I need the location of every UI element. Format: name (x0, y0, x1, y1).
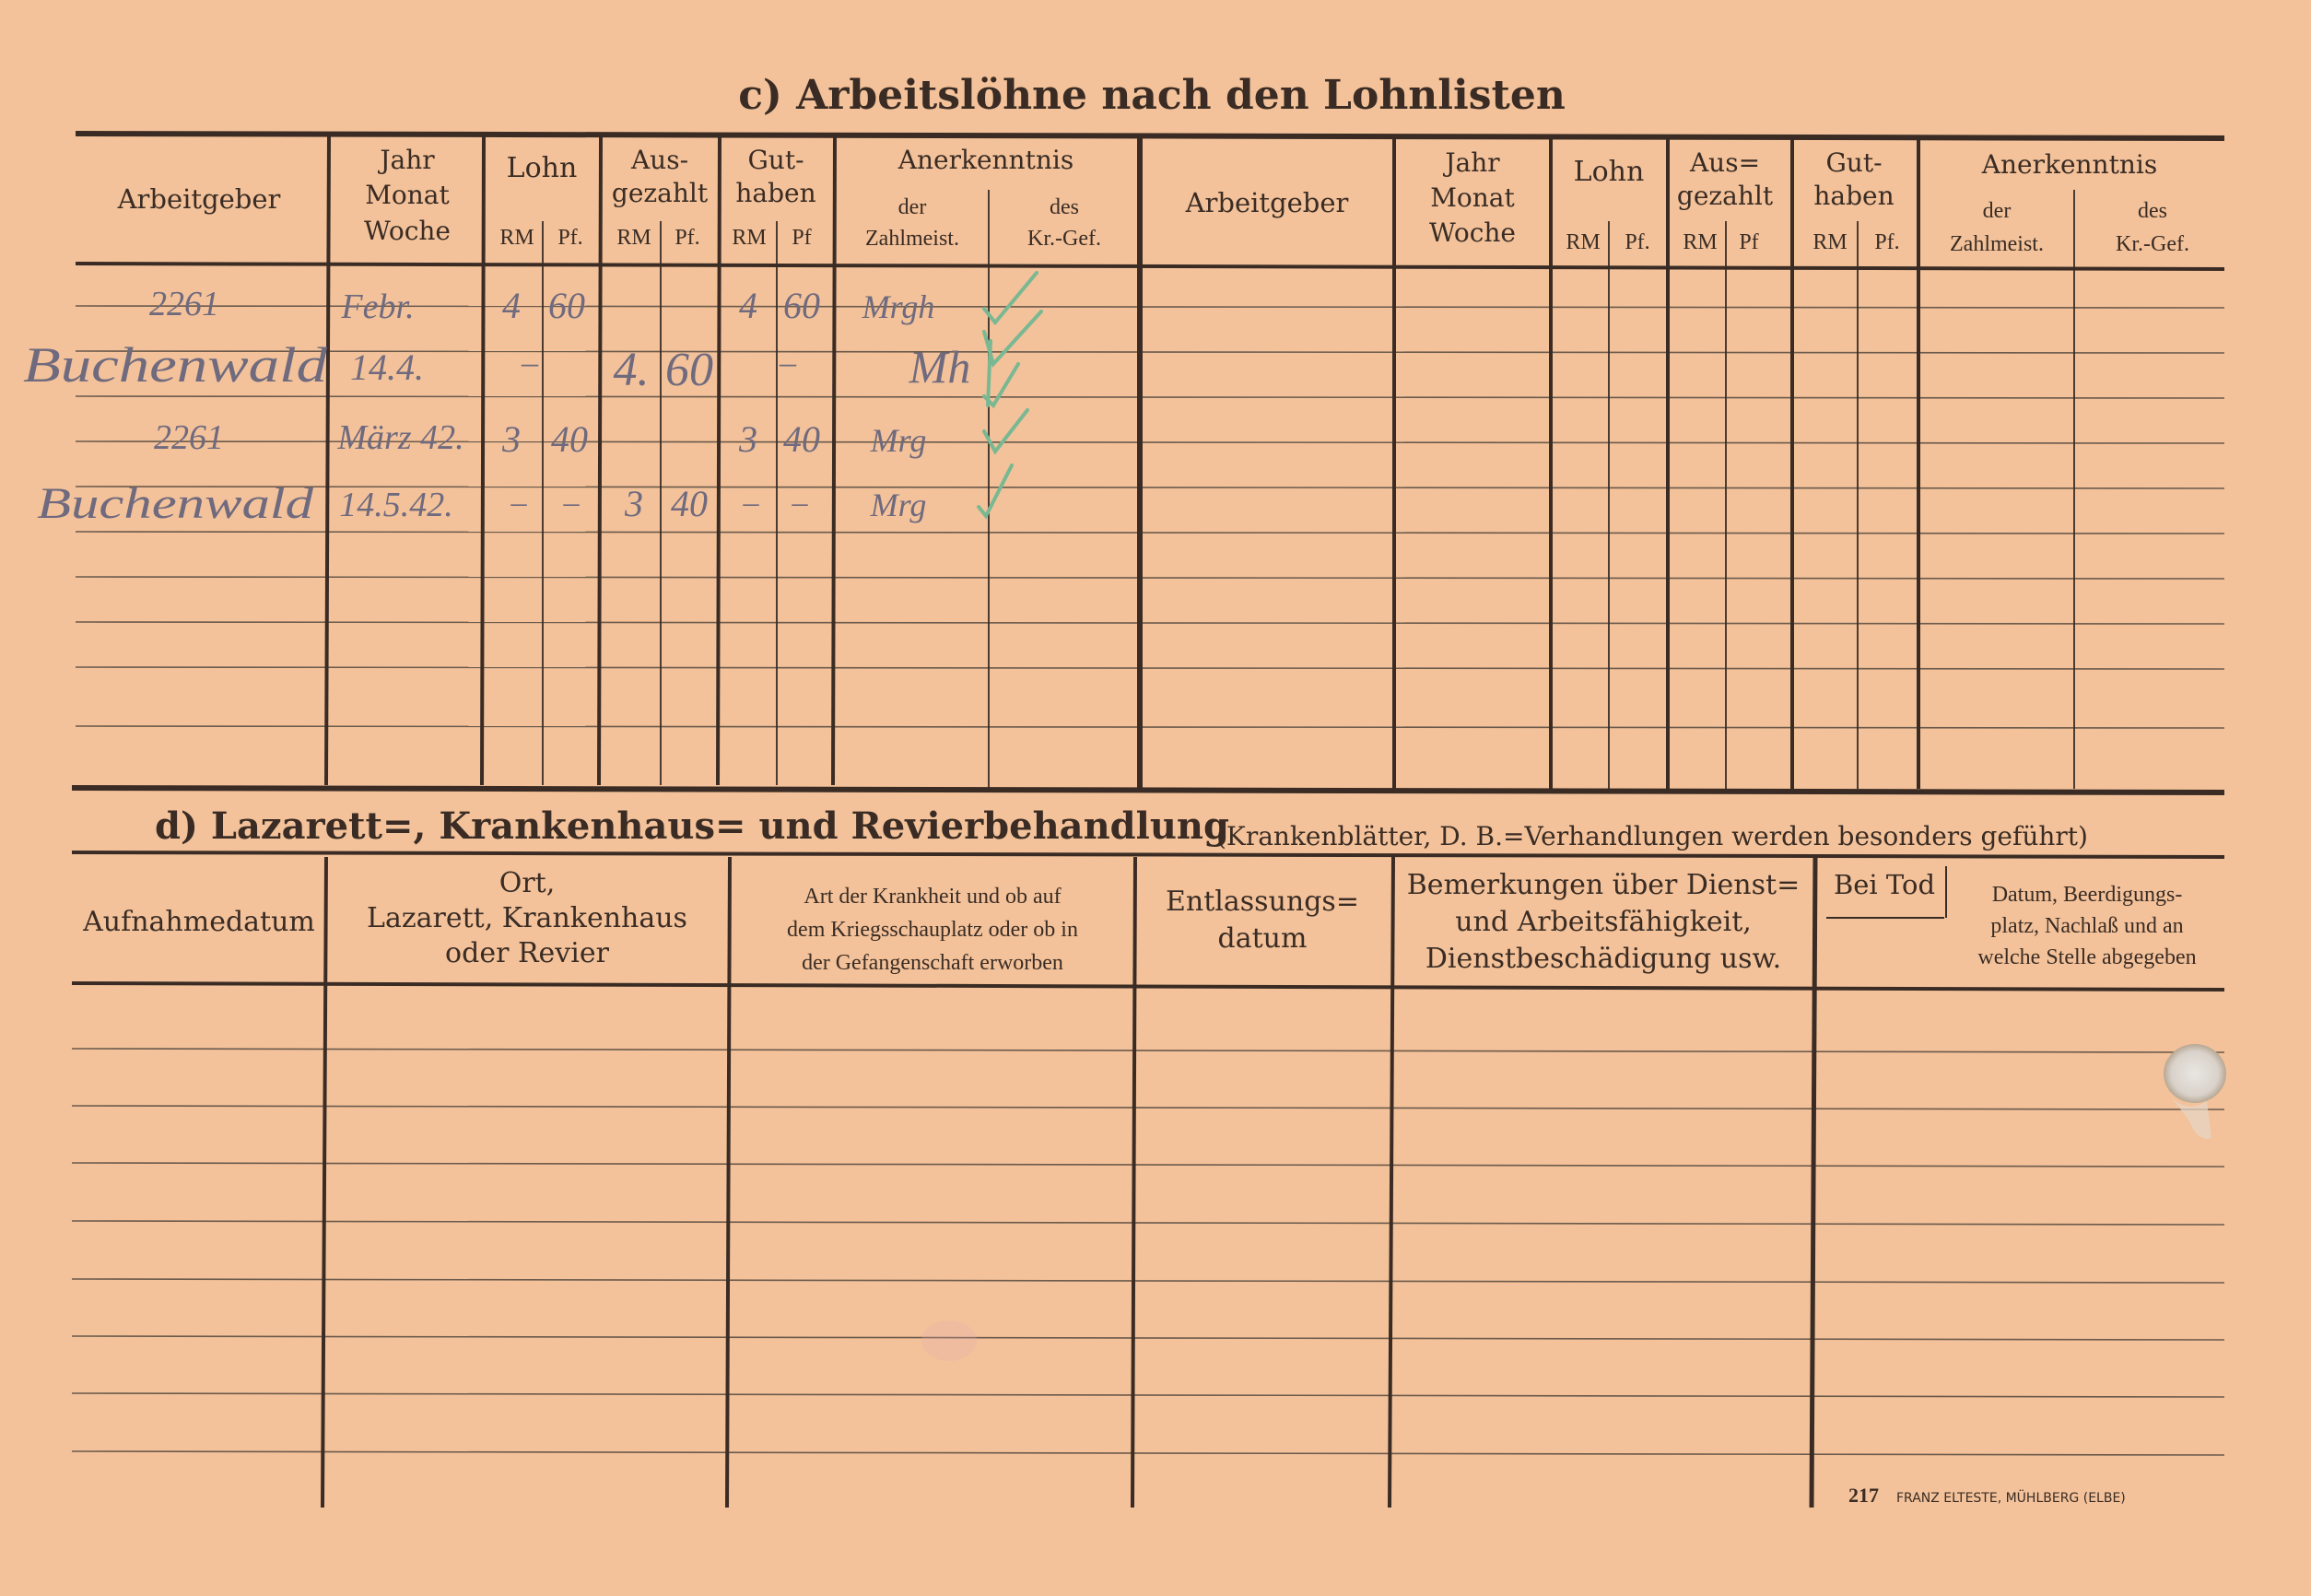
header-des: des (1050, 195, 1079, 219)
check-mark-icon (984, 410, 1027, 452)
header-lohn: Lohn (506, 152, 578, 184)
section-d-title: d) Lazarett=, Krankenhaus= und Revierbehandlung (155, 804, 1229, 848)
header-ort-2: Lazarett, Krankenhaus (367, 902, 687, 934)
section-c-right-headers (1185, 147, 2189, 256)
entry-gut-pf: 40 (783, 418, 820, 460)
header-der: der (897, 195, 927, 219)
entry-zahlmeist: Mrgh (862, 288, 935, 325)
header-bemerkungen-2: und Arbeitsfähigkeit, (1455, 906, 1752, 938)
header-gut-rm-right: RM (1812, 230, 1848, 254)
section-d-headers (82, 867, 2196, 975)
header-woche: Woche (363, 216, 452, 246)
header-datum-3: welche Stelle abgegeben (1977, 945, 2197, 969)
wage-entries (23, 285, 970, 528)
header-gut-rm: RM (732, 226, 767, 250)
entry-gut-rm: 3 (739, 418, 757, 460)
printer-name: FRANZ ELTESTE, MÜHLBERG (ELBE) (1896, 1491, 2126, 1506)
entry-datum: 14.4. (350, 346, 424, 388)
header-monat-right: Monat (1430, 182, 1515, 213)
header-lohn-rm-right: RM (1566, 230, 1601, 254)
header-ausgezahlt-2-right: gezahlt (1676, 181, 1774, 211)
entry-lohn-pf: 40 (551, 418, 588, 460)
entry-aus-pf: 60 (665, 344, 713, 396)
entry-gut-rm: 4 (739, 285, 757, 326)
entry-lohn-pf: 60 (548, 285, 585, 326)
header-datum-1: Datum, Beerdigungs- (1991, 883, 2183, 907)
entry-arbeitgeber: Buchenwald (23, 337, 329, 393)
entry-gut-pf: – (792, 486, 808, 520)
header-ausgezahlt-1-right: Aus= (1689, 147, 1761, 178)
section-c-title: c) Arbeitslöhne nach den Lohnlisten (738, 72, 1566, 119)
printer-imprint (1848, 1484, 2126, 1507)
header-ausgezahlt-2: gezahlt (611, 178, 709, 208)
header-lohn-right: Lohn (1573, 156, 1645, 188)
header-gut-pf: Pf (792, 226, 812, 250)
section-c-left-headers (117, 145, 1101, 251)
header-aufnahmedatum: Aufnahmedatum (83, 906, 315, 938)
entry-gut-pf: 60 (783, 285, 820, 326)
punch-hole (2164, 1044, 2226, 1139)
header-aus-rm-right: RM (1683, 230, 1718, 254)
stamp-smudge (921, 1320, 977, 1361)
wage-entry-row (23, 337, 970, 396)
header-bei-tod: Bei Tod (1833, 869, 1936, 900)
header-jahr-right: Jahr (1445, 147, 1500, 178)
header-art-1: Art der Krankheit und ob auf (804, 885, 1062, 909)
entry-zahlmeist: Mrg (870, 487, 927, 523)
header-lohn-pf-right: Pf. (1625, 230, 1650, 254)
entry-arbeitgeber: 2261 (149, 285, 219, 323)
header-bemerkungen-3: Dienstbeschädigung usw. (1425, 943, 1782, 975)
entry-datum: März 42. (337, 418, 464, 457)
header-zahlmeist-right: Zahlmeist. (1950, 232, 2044, 256)
header-aus-pf: Pf. (675, 226, 700, 250)
section-d-subtitle: (Krankenblätter, D. B.=Verhandlungen werden besonders geführt) (1216, 821, 2088, 851)
header-des-right: des (2138, 199, 2167, 223)
header-ort-1: Ort, (499, 867, 556, 899)
entry-lohn-rm: 3 (502, 418, 521, 460)
entry-aus-pf: 40 (671, 483, 708, 524)
header-arbeitgeber: Arbeitgeber (117, 183, 281, 215)
header-guthaben-1: Gut- (747, 145, 804, 175)
check-mark-icon (979, 465, 1012, 516)
header-lohn-rm: RM (499, 226, 534, 250)
header-der-right: der (1982, 199, 2012, 223)
entry-gut-rm: – (743, 486, 759, 520)
header-gut-pf-right: Pf. (1874, 230, 1900, 254)
header-guthaben-2: haben (735, 178, 816, 208)
header-anerkenntnis: Anerkenntnis (897, 145, 1074, 175)
entry-aus-rm: 4. (613, 344, 650, 396)
entry-zahlmeist: Mh (909, 341, 971, 393)
header-woche-right: Woche (1428, 217, 1517, 248)
header-bemerkungen-1: Bemerkungen über Dienst= (1406, 869, 1801, 901)
header-monat: Monat (365, 180, 450, 210)
entry-lohn-pf: – (563, 486, 580, 520)
header-art-2: dem Kriegsschauplatz oder ob in (787, 918, 1078, 942)
header-arbeitgeber-right: Arbeitgeber (1185, 187, 1349, 218)
header-aus-pf-right: Pf (1739, 230, 1759, 254)
header-entlassung-2: datum (1217, 922, 1308, 955)
header-krgef: Kr.-Gef. (1027, 227, 1101, 251)
header-anerkenntnis-right: Anerkenntnis (1981, 149, 2158, 180)
header-jahr: Jahr (380, 145, 435, 175)
entry-zahlmeist: Mrg (870, 422, 927, 459)
header-ort-3: oder Revier (445, 937, 609, 969)
header-art-3: der Gefangenschaft erworben (802, 951, 1063, 975)
entry-datum: 14.5.42. (339, 486, 453, 524)
entry-lohn-rm: 4 (502, 285, 521, 326)
entry-arbeitgeber: 2261 (154, 418, 224, 457)
entry-datum: Febr. (341, 288, 415, 326)
header-guthaben-2-right: haben (1813, 181, 1895, 211)
header-ausgezahlt-1: Aus- (630, 145, 689, 175)
header-guthaben-1-right: Gut- (1825, 147, 1883, 178)
entry-aus-rm: 3 (625, 483, 643, 524)
header-datum-2: platz, Nachlaß und an (1990, 914, 2184, 938)
entry-lohn-pf: – (522, 344, 538, 381)
header-entlassung-1: Entlassungs= (1166, 886, 1359, 918)
header-zahlmeist: Zahlmeist. (865, 227, 959, 251)
header-lohn-pf: Pf. (557, 226, 583, 250)
header-krgef-right: Kr.-Gef. (2116, 232, 2189, 256)
entry-gut-rm: – (780, 344, 796, 381)
section-d-grid (72, 852, 2224, 1508)
entry-arbeitgeber: Buchenwald (37, 479, 315, 528)
wage-entry-row (154, 418, 926, 460)
header-aus-rm: RM (616, 226, 651, 250)
entry-lohn-rm: – (510, 486, 527, 520)
printer-number: 217 (1848, 1484, 1879, 1507)
